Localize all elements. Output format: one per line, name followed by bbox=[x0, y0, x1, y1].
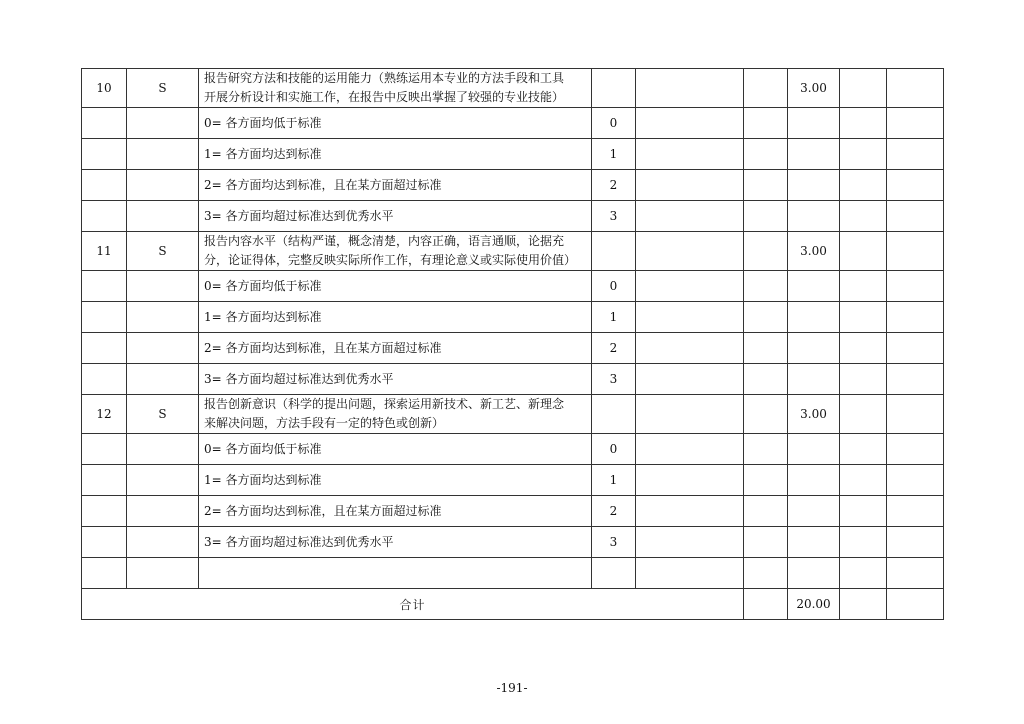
option-score: 2 bbox=[592, 496, 636, 527]
criterion-number: 10 bbox=[82, 69, 127, 108]
option-row bbox=[82, 271, 944, 302]
empty-cell bbox=[887, 69, 944, 108]
empty-cell bbox=[744, 69, 788, 108]
option-row bbox=[82, 434, 944, 465]
empty-cell bbox=[887, 589, 944, 620]
description-line: 分，论证得体，完整反映实际所作工作，有理论意义或实际使用价值） bbox=[204, 253, 577, 267]
criterion-type: S bbox=[127, 395, 199, 434]
option-text: 3= 各方面均超过标准达到优秀水平 bbox=[199, 201, 592, 232]
empty-cell bbox=[744, 232, 788, 271]
empty-cell bbox=[840, 69, 887, 108]
option-row bbox=[82, 364, 944, 395]
criterion-row bbox=[82, 232, 944, 271]
total-value: 20.00 bbox=[788, 589, 840, 620]
empty-cell bbox=[744, 395, 788, 434]
option-row bbox=[82, 302, 944, 333]
empty-cell bbox=[636, 395, 744, 434]
criterion-type: S bbox=[127, 69, 199, 108]
empty-cell bbox=[840, 589, 887, 620]
criterion-weight: 3.00 bbox=[788, 232, 840, 271]
empty-cell bbox=[887, 395, 944, 434]
assessment-table bbox=[81, 68, 944, 620]
criterion-number: 12 bbox=[82, 395, 127, 434]
option-text: 1= 各方面均达到标准 bbox=[199, 302, 592, 333]
option-row bbox=[82, 139, 944, 170]
criterion-description bbox=[199, 69, 592, 108]
empty-cell bbox=[592, 232, 636, 271]
option-score: 2 bbox=[592, 333, 636, 364]
option-text: 3= 各方面均超过标准达到优秀水平 bbox=[199, 364, 592, 395]
option-score: 1 bbox=[592, 465, 636, 496]
option-row bbox=[82, 496, 944, 527]
description-line: 来解决问题，方法手段有一定的特色或创新） bbox=[204, 416, 445, 430]
description-line: 开展分析设计和实施工作，在报告中反映出掌握了较强的专业技能） bbox=[204, 90, 565, 104]
option-text: 0= 各方面均低于标准 bbox=[199, 108, 592, 139]
option-text: 3= 各方面均超过标准达到优秀水平 bbox=[199, 527, 592, 558]
description-line: 报告内容水平（结构严谨，概念清楚，内容正确，语言通顺，论据充 bbox=[204, 234, 565, 248]
option-score: 0 bbox=[592, 271, 636, 302]
option-text: 1= 各方面均达到标准 bbox=[199, 465, 592, 496]
criterion-description bbox=[199, 232, 592, 271]
option-score: 3 bbox=[592, 527, 636, 558]
criterion-weight: 3.00 bbox=[788, 69, 840, 108]
empty-cell bbox=[636, 232, 744, 271]
option-score: 3 bbox=[592, 364, 636, 395]
description-line: 报告创新意识（科学的提出问题，探索运用新技术、新工艺、新理念 bbox=[204, 397, 565, 411]
option-text: 2= 各方面均达到标准，且在某方面超过标准 bbox=[199, 496, 592, 527]
option-row bbox=[82, 333, 944, 364]
option-row bbox=[82, 465, 944, 496]
criterion-number: 11 bbox=[82, 232, 127, 271]
option-row bbox=[82, 170, 944, 201]
criterion-row bbox=[82, 395, 944, 434]
empty-row bbox=[82, 558, 944, 589]
option-score: 3 bbox=[592, 201, 636, 232]
empty-cell bbox=[592, 395, 636, 434]
option-score: 1 bbox=[592, 302, 636, 333]
empty-cell bbox=[744, 589, 788, 620]
option-text: 2= 各方面均达到标准，且在某方面超过标准 bbox=[199, 170, 592, 201]
empty-cell bbox=[636, 69, 744, 108]
criterion-row bbox=[82, 69, 944, 108]
option-score: 2 bbox=[592, 170, 636, 201]
page-number: -191- bbox=[496, 681, 528, 695]
empty-cell bbox=[840, 395, 887, 434]
empty-cell bbox=[840, 232, 887, 271]
option-row bbox=[82, 527, 944, 558]
option-row bbox=[82, 108, 944, 139]
option-text: 0= 各方面均低于标准 bbox=[199, 434, 592, 465]
criterion-weight: 3.00 bbox=[788, 395, 840, 434]
option-text: 2= 各方面均达到标准，且在某方面超过标准 bbox=[199, 333, 592, 364]
total-row bbox=[82, 589, 944, 620]
description-line: 报告研究方法和技能的运用能力（熟练运用本专业的方法手段和工具 bbox=[204, 71, 565, 85]
option-score: 0 bbox=[592, 108, 636, 139]
criterion-description bbox=[199, 395, 592, 434]
option-text: 0= 各方面均低于标准 bbox=[199, 271, 592, 302]
total-label: 合计 bbox=[82, 589, 744, 620]
option-row bbox=[82, 201, 944, 232]
option-text: 1= 各方面均达到标准 bbox=[199, 139, 592, 170]
empty-cell bbox=[592, 69, 636, 108]
empty-cell bbox=[887, 232, 944, 271]
criterion-type: S bbox=[127, 232, 199, 271]
option-score: 1 bbox=[592, 139, 636, 170]
option-score: 0 bbox=[592, 434, 636, 465]
